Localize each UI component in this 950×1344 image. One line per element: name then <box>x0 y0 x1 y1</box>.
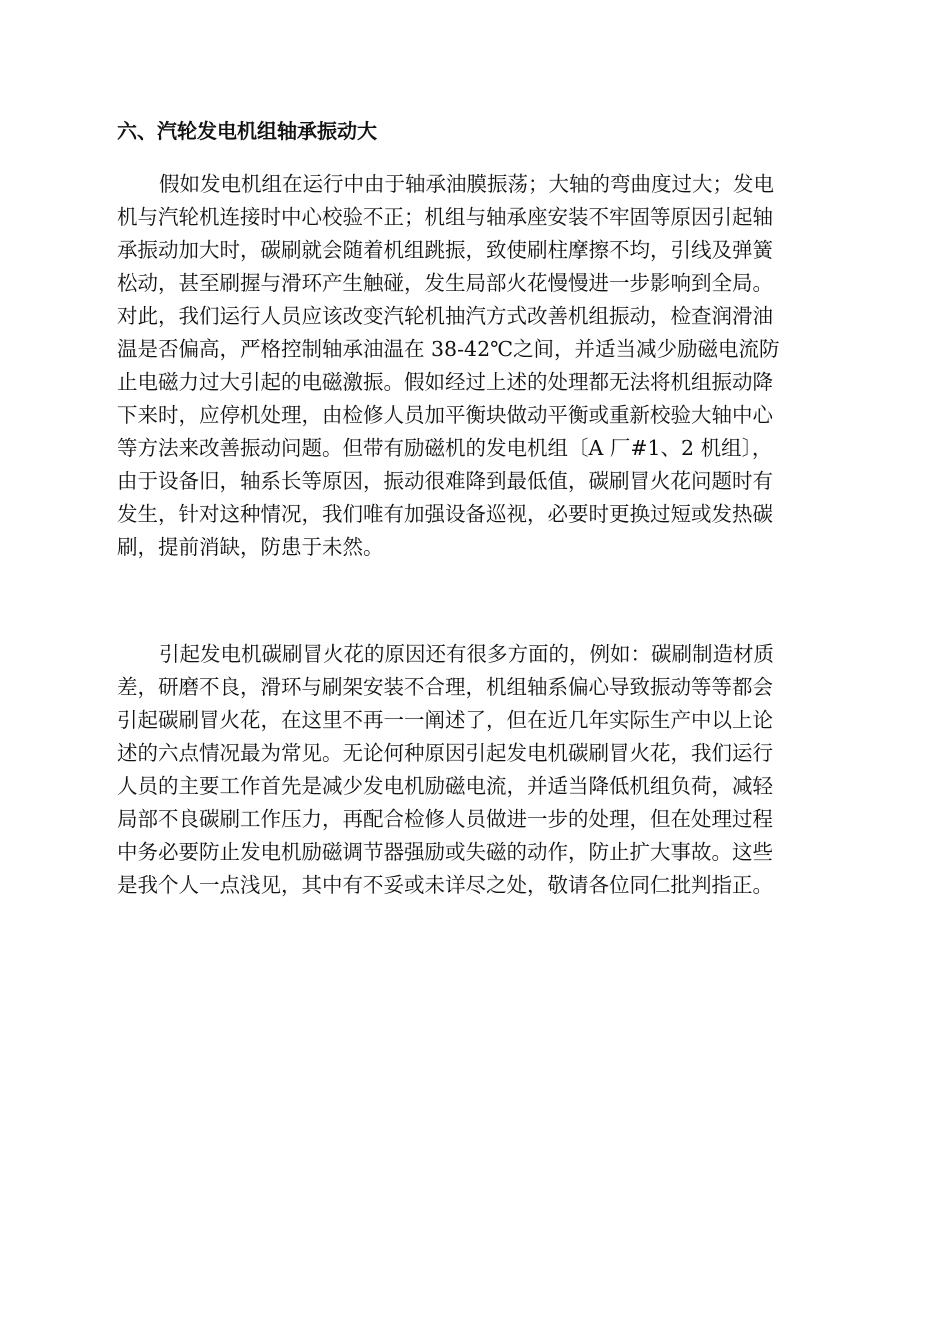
paragraph-line: 等方法来改善振动问题。但带有励磁机的发电机组〔A 厂#1、2 机组〕， <box>117 436 773 460</box>
paragraph-conclusion <box>117 638 833 902</box>
paragraph-line: 温是否偏高，严格控制轴承油温在 38-42℃之间，并适当减少励磁电流防 <box>117 337 780 361</box>
paragraph-line: 承振动加大时，碳刷就会随着机组跳振，致使刷柱摩擦不均，引线及弹簧 <box>117 238 773 262</box>
paragraph-line: 机与汽轮机连接时中心校验不正；机组与轴承座安装不牢固等原因引起轴 <box>117 205 773 229</box>
paragraph-line: 局部不良碳刷工作压力，再配合检修人员做进一步的处理，但在处理过程 <box>117 807 773 831</box>
paragraph-line: 止电磁力过大引起的电磁激振。假如经过上述的处理都无法将机组振动降 <box>117 370 773 394</box>
paragraph-line: 对此，我们运行人员应该改变汽轮机抽汽方式改善机组振动，检查润滑油 <box>117 304 773 328</box>
paragraph-line: 刷，提前消缺，防患于未然。 <box>117 535 384 559</box>
paragraph-line: 发生，针对这种情况，我们唯有加强设备巡视，必要时更换过短或发热碳 <box>117 502 773 526</box>
paragraph-line: 假如发电机组在运行中由于轴承油膜振荡；大轴的弯曲度过大；发电 <box>159 172 774 196</box>
paragraph-line: 松动，甚至刷握与滑环产生触碰，发生局部火花慢慢进一步影响到全局。 <box>117 271 773 295</box>
paragraph-line: 引起碳刷冒火花，在这里不再一一阐述了，但在近几年实际生产中以上论 <box>117 708 773 732</box>
paragraph-line: 由于设备旧，轴系长等原因，振动很难降到最低值，碳刷冒火花问题时有 <box>117 469 773 493</box>
paragraph-line: 下来时，应停机处理，由检修人员加平衡块做动平衡或重新校验大轴中心 <box>117 403 773 427</box>
paragraph-bearing-vibration <box>117 168 833 564</box>
paragraph-line: 人员的主要工作首先是减少发电机励磁电流，并适当降低机组负荷，减轻 <box>117 774 773 798</box>
paragraph-line: 是我个人一点浅见，其中有不妥或未详尽之处，敬请各位同仁批判指正。 <box>117 873 773 897</box>
paragraph-line: 差，研磨不良，滑环与刷架安装不合理，机组轴系偏心导致振动等等都会 <box>117 675 773 699</box>
paragraph-line: 述的六点情况最为常见。无论何种原因引起发电机碳刷冒火花，我们运行 <box>117 741 773 765</box>
paragraph-line: 引起发电机碳刷冒火花的原因还有很多方面的，例如：碳刷制造材质 <box>159 642 774 666</box>
paragraph-line: 中务必要防止发电机励磁调节器强励或失磁的动作，防止扩大事故。这些 <box>117 840 773 864</box>
section-heading: 六、汽轮发电机组轴承振动大 <box>117 119 377 143</box>
